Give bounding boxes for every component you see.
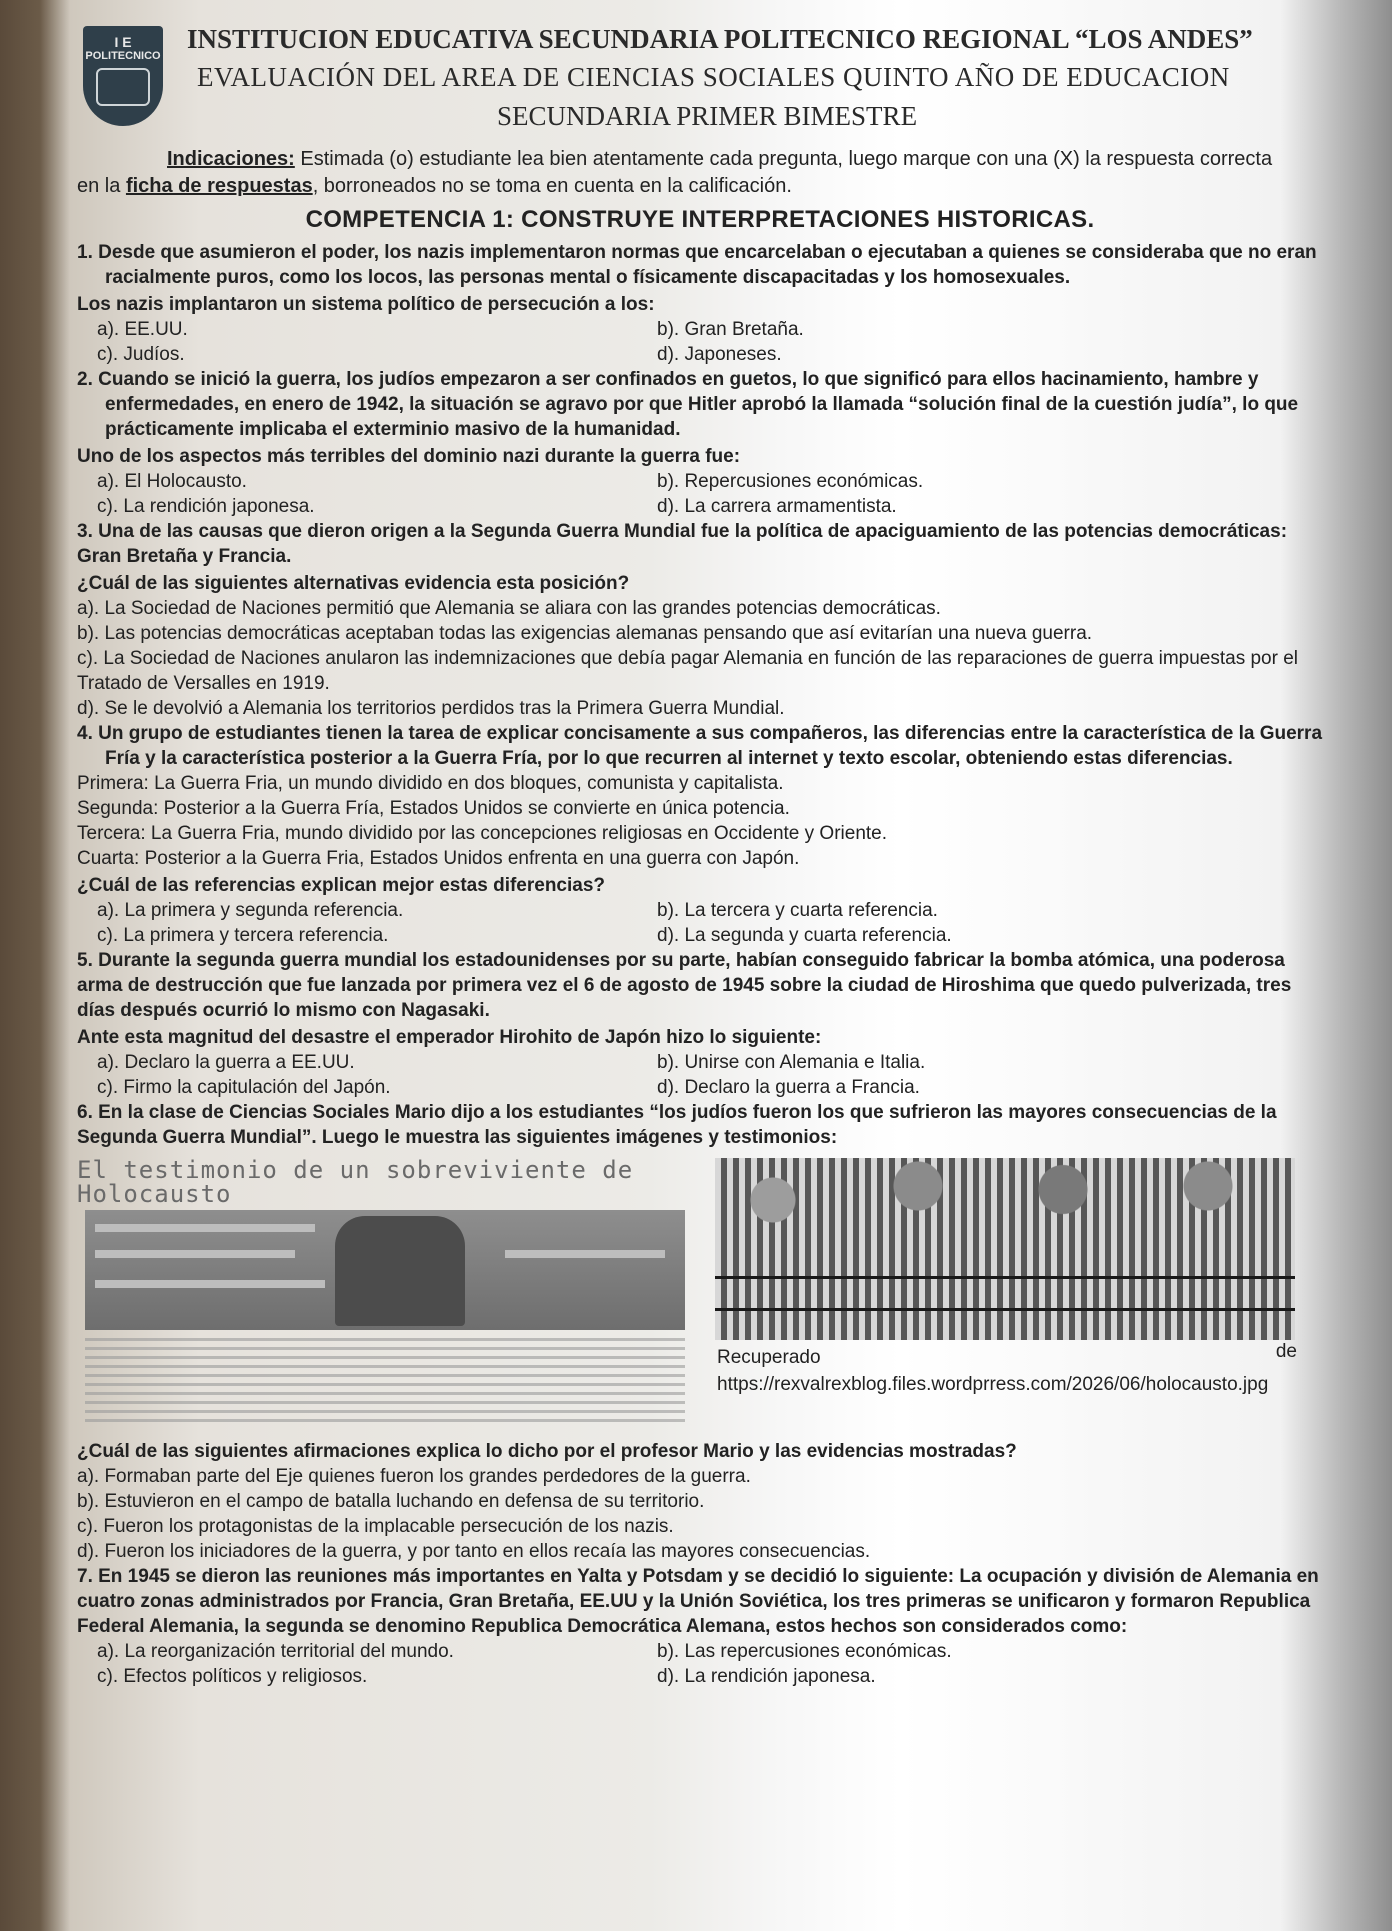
option-4d[interactable]: d). La segunda y cuarta referencia. (657, 925, 952, 946)
option-7a[interactable]: a). La reorganización territorial del mundo. (97, 1641, 454, 1662)
option-5d[interactable]: d). Declaro la guerra a Francia. (657, 1077, 920, 1098)
image-credit (717, 1341, 1297, 1398)
question-6-ask: ¿Cuál de las siguientes afirmaciones explica lo dicho por el profesor Mario y las evidencias mostradas? (77, 1441, 1017, 1462)
illegible-fine-print (85, 1338, 685, 1428)
instructions-label: Indicaciones: (167, 148, 295, 170)
question-4 (77, 721, 1323, 948)
question-3-stem: 3. Una de las causas que dieron origen a la Segunda Guerra Mundial fue la política de apaciguamiento de las potencias democráticas: Gran Bretaña y Francia. (77, 521, 1288, 567)
exam-sheet (55, 0, 1345, 1931)
option-1b[interactable]: b). Gran Bretaña. (657, 319, 804, 340)
exam-subtitle: SECUNDARIA PRIMER BIMESTRE (497, 101, 918, 131)
logo-text-name: POLITECNICO (85, 50, 161, 62)
question-6 (77, 1100, 1323, 1564)
option-1a[interactable]: a). EE.UU. (97, 319, 188, 340)
option-2c[interactable]: c). La rendición japonesa. (97, 496, 315, 517)
testimony-clipping (77, 1158, 702, 1433)
option-3a[interactable]: a). La Sociedad de Naciones permitió que Alemania se aliara con las grandes potencias democráticas. (77, 598, 941, 619)
instructions-text-2-post: , borroneados no se toma en cuenta en la calificación. (312, 175, 792, 197)
question-4-ask: ¿Cuál de las referencias explican mejor estas diferencias? (77, 875, 606, 896)
newspaper-photo (85, 1210, 685, 1330)
option-5c[interactable]: c). Firmo la capitulación del Japón. (97, 1077, 391, 1098)
option-2d[interactable]: d). La carrera armamentista. (657, 496, 897, 517)
question-5-ask: Ante esta magnitud del desastre el emperador Hirohito de Japón hizo lo siguiente: (77, 1027, 822, 1048)
testimony-title: El testimonio de un sobreviviente de Holocausto (77, 1156, 634, 1208)
question-2-stem: 2. Cuando se inició la guerra, los judíos empezaron a ser confinados en guetos, lo que significó para ellos hacinamiento, hambre y enfermedades, en enero de 1942, la situación se agravo por que Hitler aprobó la llamada “solución final de la cuestión judía”, lo que prácticamente implicaba el exterminio masivo de la humanidad. (77, 369, 1299, 440)
option-3b[interactable]: b). Las potencias democráticas aceptaban todas las exigencias alemanas pensando que así evitarían una nueva guerra. (77, 623, 1093, 644)
header (77, 16, 1323, 156)
question-6-figures (77, 1158, 1323, 1433)
question-1 (77, 240, 1323, 367)
option-5a[interactable]: a). Declaro la guerra a EE.UU. (97, 1052, 355, 1073)
instructions-text-2-pre: en la (77, 175, 126, 197)
option-4c[interactable]: c). La primera y tercera referencia. (97, 925, 389, 946)
credit-url: https://rexvalrexblog.files.wordprress.com/2026/06/holocausto.jpg (717, 1374, 1269, 1395)
competency-heading: COMPETENCIA 1: CONSTRUYE INTERPRETACIONES HISTORICAS. (305, 206, 1095, 233)
answer-sheet-link: ficha de respuestas (125, 175, 313, 197)
option-2a[interactable]: a). El Holocausto. (97, 471, 247, 492)
credit-recuperado: Recuperado (717, 1347, 821, 1368)
survivor-portrait-icon (335, 1216, 465, 1326)
option-1c[interactable]: c). Judíos. (97, 344, 185, 365)
reference-4: Cuarta: Posterior a la Guerra Fria, Estados Unidos enfrenta en una guerra con Japón. (77, 848, 800, 869)
question-5-stem: 5. Durante la segunda guerra mundial los estadounidenses por su parte, habían conseguido fabricar la bomba atómica, una poderosa arma de destrucción que fue lanzada por primera vez el 6 de agosto de 1945 sobre la ciudad de Hiroshima que quedo pulverizada, tres días después ocurrió lo mismo con Nagasaki. (77, 950, 1292, 1021)
reference-1: Primera: La Guerra Fria, un mundo dividido en dos bloques, comunista y capitalista. (77, 773, 784, 794)
option-6c[interactable]: c). Fueron los protagonistas de la implacable persecución de los nazis. (77, 1516, 674, 1537)
question-7 (77, 1564, 1323, 1689)
question-6-stem: 6. En la clase de Ciencias Sociales Mario dijo a los estudiantes “los judíos fueron los que sufrieron las mayores consecuencias de la Segunda Guerra Mundial”. Luego le muestra las siguientes imágenes y testimonios: (77, 1102, 1277, 1148)
option-1d[interactable]: d). Japoneses. (657, 344, 782, 365)
question-3-ask: ¿Cuál de las siguientes alternativas evidencia esta posición? (77, 573, 630, 594)
reference-2: Segunda: Posterior a la Guerra Fría, Estados Unidos se convierte en única potencia. (77, 798, 790, 819)
option-3c[interactable]: c). La Sociedad de Naciones anularon las indemnizaciones que debía pagar Alemania en función de las reparaciones de guerra impuestas por el Tratado de Versalles en 1919. (77, 648, 1299, 694)
question-2 (77, 367, 1323, 519)
option-6b[interactable]: b). Estuvieron en el campo de batalla luchando en defensa de su territorio. (77, 1491, 705, 1512)
question-3 (77, 519, 1323, 721)
option-7b[interactable]: b). Las repercusiones económicas. (657, 1641, 952, 1662)
logo-text-top: I E (114, 34, 132, 50)
credit-de: de (1275, 1341, 1297, 1362)
option-7d[interactable]: d). La rendición japonesa. (657, 1666, 876, 1687)
question-4-stem: 4. Un grupo de estudiantes tienen la tarea de explicar concisamente a sus compañeros, las diferencias entre la característica de la Guerra Fría y la característica posterior a la Guerra Fría, por lo que recurren al internet y texto escolar, obteniendo estas diferencias. (77, 723, 1323, 769)
reference-3: Tercera: La Guerra Fria, mundo dividido por las concepciones religiosas en Occidente y Oriente. (77, 823, 888, 844)
option-4a[interactable]: a). La primera y segunda referencia. (97, 900, 404, 921)
question-1-ask: Los nazis implantaron un sistema político de persecución a los: (77, 294, 655, 315)
school-logo (83, 26, 163, 126)
school-name: INSTITUCION EDUCATIVA SECUNDARIA POLITECNICO REGIONAL “LOS ANDES” (187, 24, 1253, 54)
option-6a[interactable]: a). Formaban parte del Eje quienes fueron los grandes perdedores de la guerra. (77, 1466, 751, 1487)
instructions-text-1: Estimada (o) estudiante lea bien atentamente cada pregunta, luego marque con una (X) la respuesta correcta (294, 148, 1273, 170)
question-7-stem: 7. En 1945 se dieron las reuniones más importantes en Yalta y Potsdam y se decidió lo siguiente: La ocupación y división de Alemania en cuatro zonas administrados por Francia, Gran Bretaña, EE.UU y la Unión Soviética, los tres primeras se unificaron y formaron Republica Federal Alemania, la segunda se denomino Republica Democrática Alemana, estos hechos son considerados como: (77, 1566, 1319, 1637)
camp-prisoners-photo (715, 1158, 1295, 1340)
option-3d[interactable]: d). Se le devolvió a Alemania los territorios perdidos tras la Primera Guerra Mundial. (77, 698, 785, 719)
option-2b[interactable]: b). Repercusiones económicas. (657, 471, 924, 492)
option-4b[interactable]: b). La tercera y cuarta referencia. (657, 900, 938, 921)
question-1-stem: 1. Desde que asumieron el poder, los nazis implementaron normas que encarcelaban o ejecutaban a quienes se consideraba que no eran racialmente puros, como los locos, las personas mental o físicamente discapacitadas y los homosexuales. (77, 242, 1317, 288)
question-2-ask: Uno de los aspectos más terribles del dominio nazi durante la guerra fue: (77, 446, 741, 467)
option-5b[interactable]: b). Unirse con Alemania e Italia. (657, 1052, 926, 1073)
option-6d[interactable]: d). Fueron los iniciadores de la guerra, y por tanto en ellos recaía las mayores consecuencias. (77, 1541, 871, 1562)
option-7c[interactable]: c). Efectos políticos y religiosos. (97, 1666, 368, 1687)
question-5 (77, 948, 1323, 1100)
logo-emblem-icon (96, 68, 150, 106)
exam-title: EVALUACIÓN DEL AREA DE CIENCIAS SOCIALES QUINTO AÑO DE EDUCACION (197, 62, 1230, 92)
